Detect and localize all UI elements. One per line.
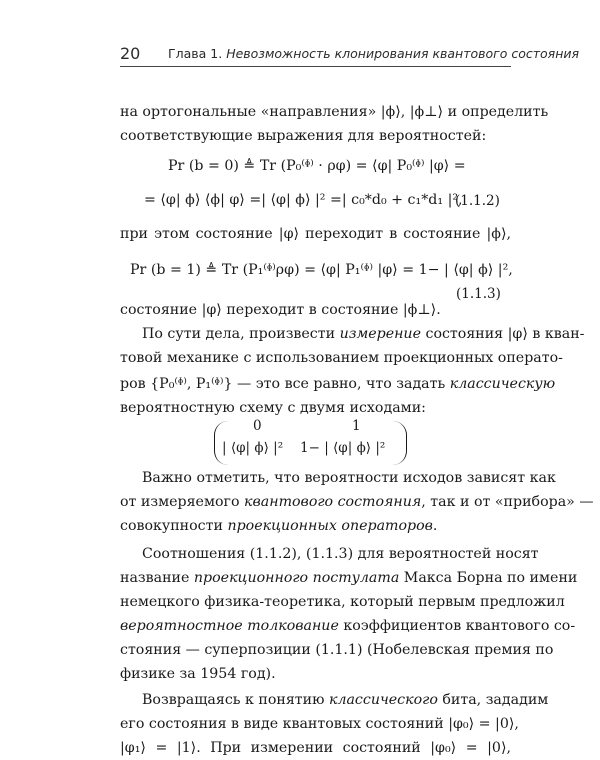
para1-line2: соответствующие выражения для вероятностей:: [120, 128, 487, 144]
matrix-right-paren: [392, 421, 407, 465]
emphasis: квантового состояния: [244, 494, 422, 510]
para3-line1: Важно отметить, что вероятности исходов зависят как: [142, 470, 556, 486]
emphasis: вероятностное толкование: [120, 618, 339, 634]
state0-line: при этом состояние |φ⟩ переходит в состояние |ϕ⟩,: [120, 226, 511, 242]
chapter-prefix: Глава 1.: [168, 46, 223, 61]
eq-number-1-1-3: (1.1.3): [456, 286, 501, 302]
para2-line4: вероятностную схему с двумя исходами:: [120, 400, 426, 416]
matrix-cell-r2c1: | ⟨φ| ϕ⟩ |²: [222, 440, 284, 456]
eq-number-1-1-2: (1.1.2): [455, 193, 500, 209]
para4-line1: Соотношения (1.1.2), (1.1.3) для вероятностей носят: [142, 546, 539, 562]
emphasis: классическую: [449, 376, 556, 392]
para2-line3: ров {P₀⁽ᶲ⁾, P₁⁽ᶲ⁾} — это все равно, что задать классическую: [120, 376, 556, 392]
page-number: 20: [120, 44, 141, 63]
para4-line4: вероятностное толкование коэффициентов квантового со-: [120, 618, 576, 634]
matrix-cell-r2c2: 1− | ⟨φ| ϕ⟩ |²: [300, 440, 386, 456]
emphasis: измерение: [339, 326, 421, 342]
para3-line2: от измеряемого квантового состояния, так и от «прибора» —: [120, 494, 594, 510]
para4-line3: немецкого физика-теоретика, который первым предложил: [120, 594, 565, 610]
running-header: [120, 44, 580, 66]
chapter-title: Невозможность клонирования квантового состояния: [226, 46, 580, 61]
para4-line5: стояния — суперпозиции (1.1.1) (Нобелевская премия по: [120, 642, 554, 658]
para1-line1: на ортогональные «направления» |ϕ⟩, |ϕ⊥⟩ и определить: [120, 104, 549, 120]
emphasis: проекционных операторов: [227, 518, 433, 534]
para2-line1: По сути дела, произвести измерение состояния |φ⟩ в кван-: [142, 326, 585, 342]
header-rule: [120, 66, 511, 67]
matrix-cell-r1c1: 0: [253, 418, 262, 434]
chapter-heading: [168, 46, 579, 61]
para4-line2: название проекционного постулата Макса Борна по имени: [120, 570, 578, 586]
emphasis: проекционного постулата: [193, 570, 400, 586]
emphasis: классического: [328, 692, 438, 708]
state1-line: состояние |φ⟩ переходит в состояние |ϕ⊥⟩.: [120, 302, 441, 318]
para5-line2: его состояния в виде квантовых состояний |φ₀⟩ = |0⟩,: [120, 716, 519, 732]
para5-line1: Возвращаясь к понятию классического бита, зададим: [142, 692, 549, 708]
eq-1-1-3-row1: Pr (b = 1) ≜ Tr (P₁⁽ᶲ⁾ρφ) = ⟨φ| P₁⁽ᶲ⁾ |φ⟩ = 1− | ⟨φ| ϕ⟩ |²,: [130, 262, 513, 278]
para2-line2: товой механике с использованием проекционных операто-: [120, 350, 563, 366]
matrix-cell-r1c2: 1: [352, 418, 361, 434]
para4-line6: физике за 1954 год).: [120, 666, 276, 682]
eq-1-1-2-row1: Pr (b = 0) ≜ Tr (P₀⁽ᶲ⁾ · ρφ) = ⟨φ| P₀⁽ᶲ⁾ |φ⟩ =: [168, 158, 466, 174]
para3-line3: совокупности проекционных операторов.: [120, 518, 438, 534]
para5-line3: |φ₁⟩ = |1⟩. При измерении состояний |φ₀⟩ = |0⟩,: [120, 740, 511, 756]
eq-1-1-2-row2: = ⟨φ| ϕ⟩ ⟨ϕ| φ⟩ =| ⟨φ| ϕ⟩ |² =| c₀*d₀ + c₁*d₁ |²,: [144, 192, 463, 208]
